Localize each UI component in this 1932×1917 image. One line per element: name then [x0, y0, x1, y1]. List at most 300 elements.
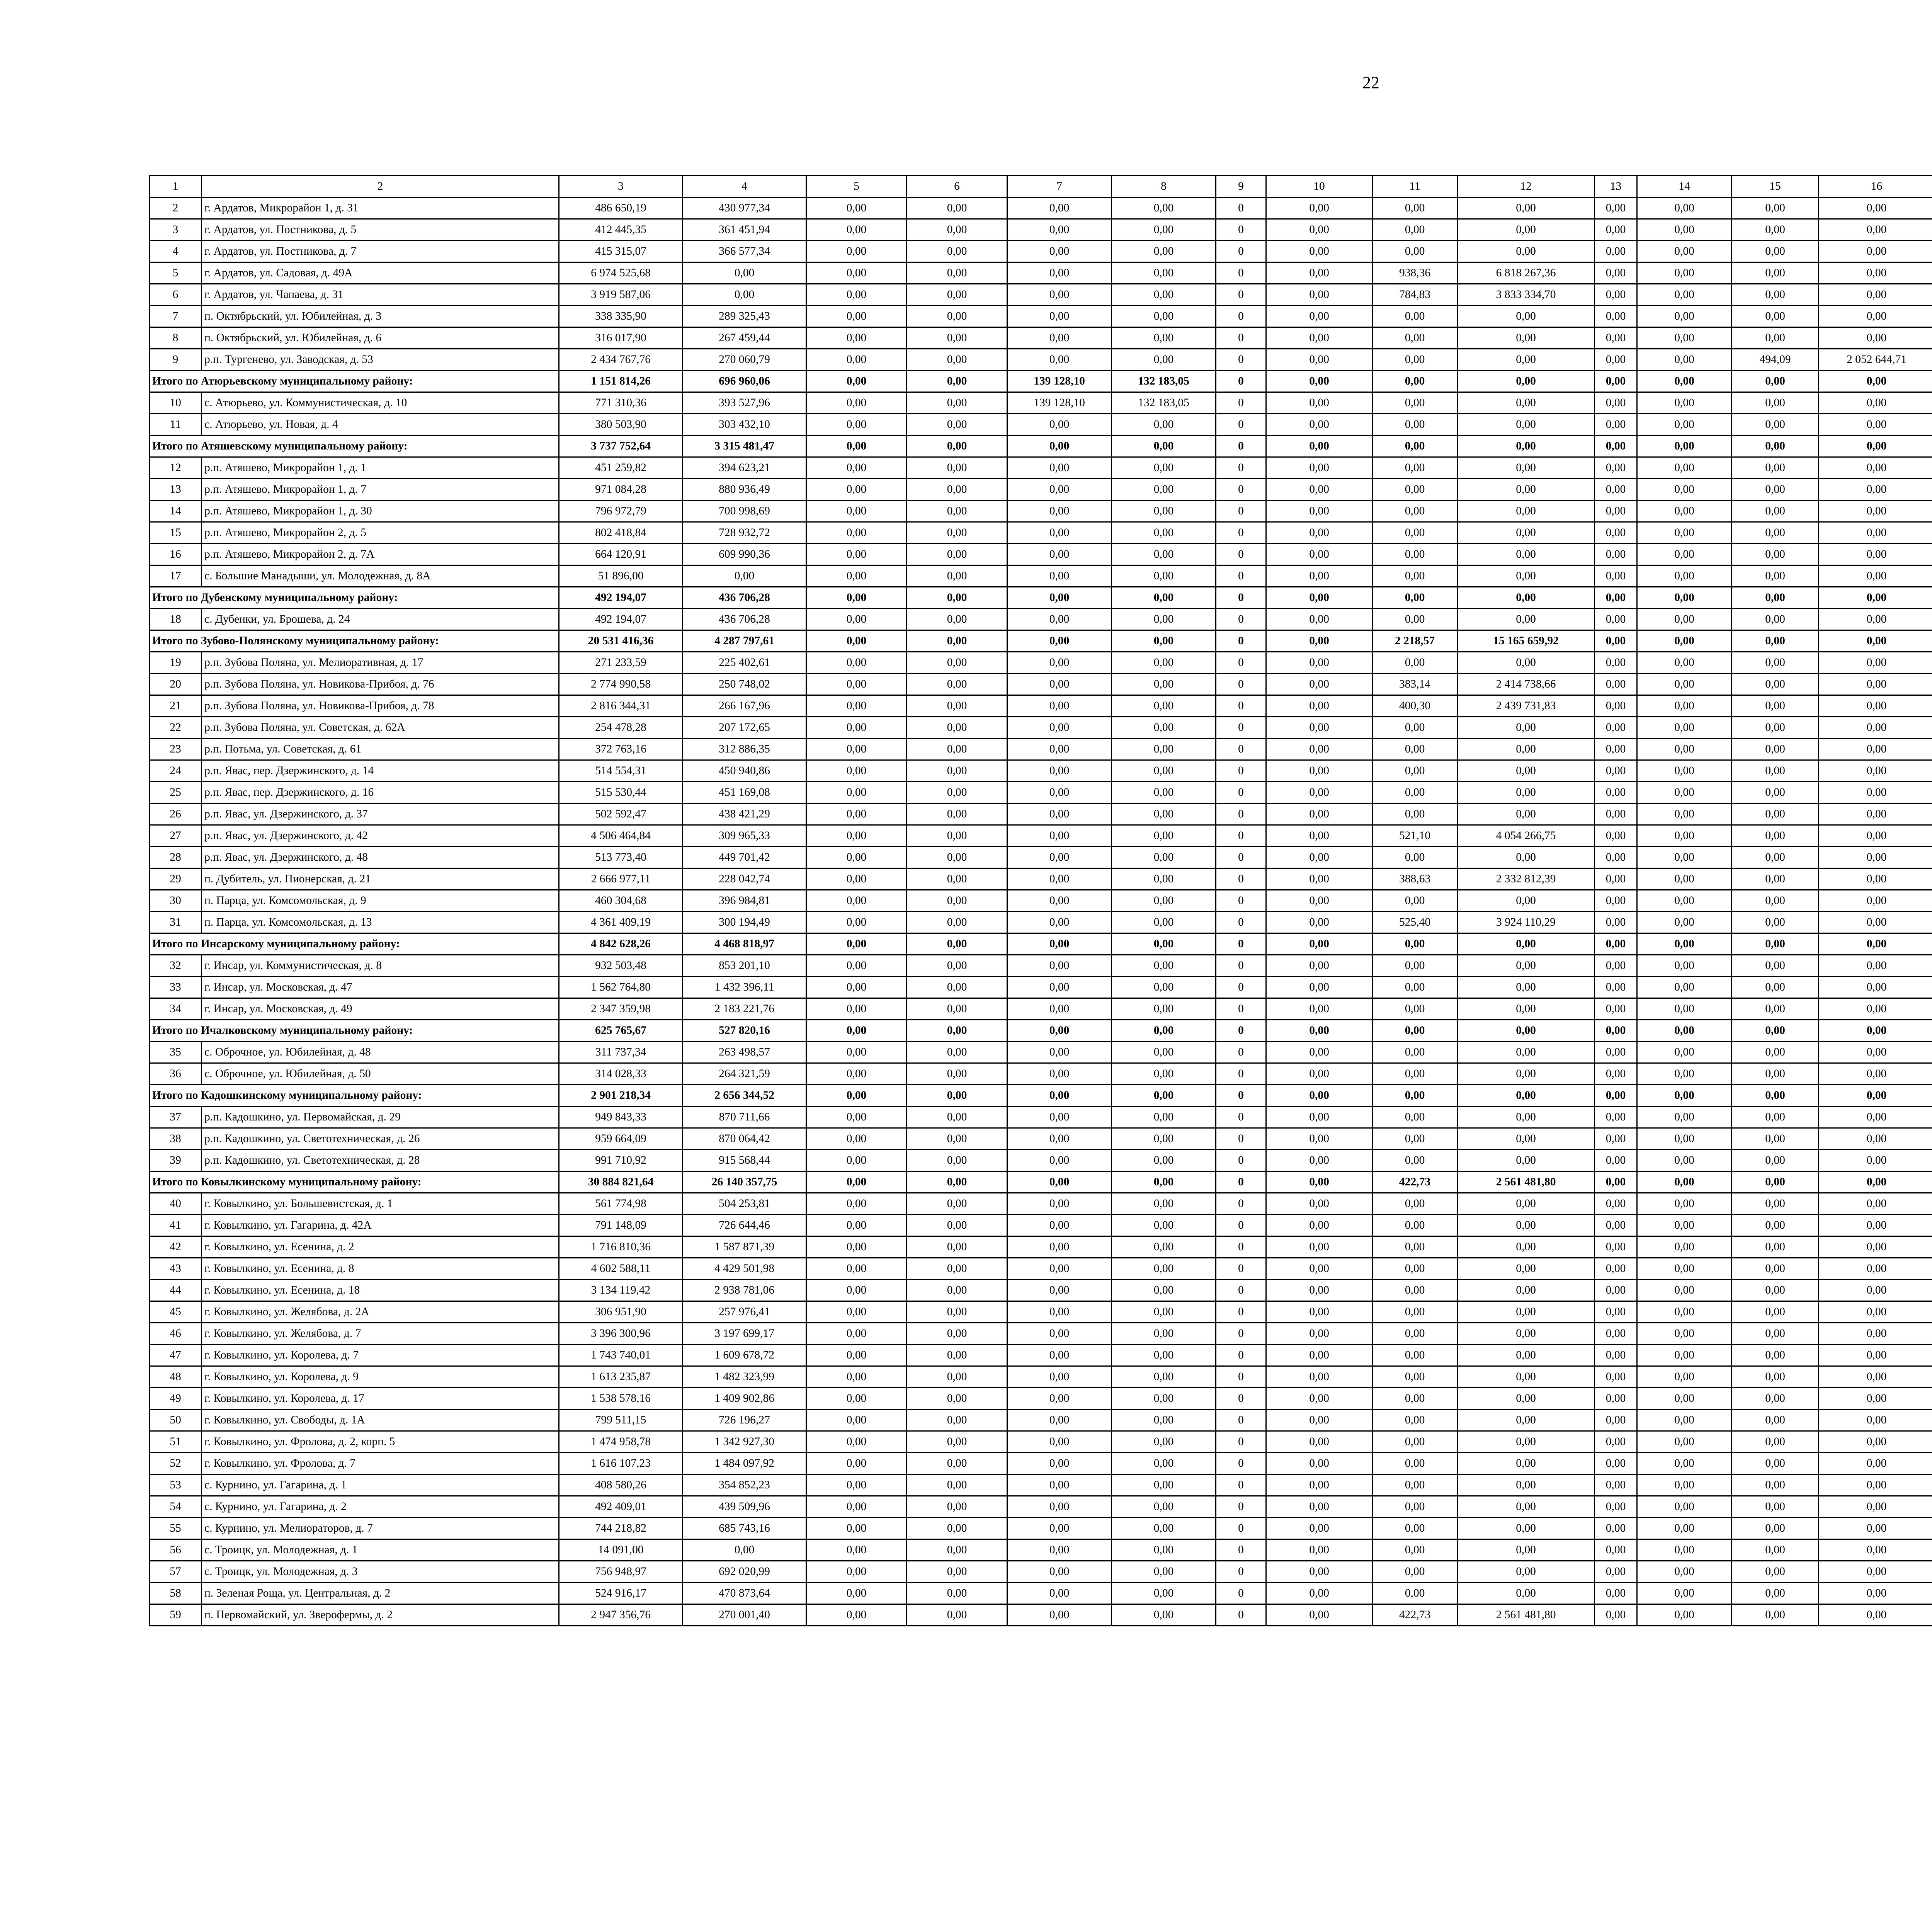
district-total-label: Итого по Атяшевскому муниципальному району: [150, 436, 559, 457]
value-cell: 524 916,17 [559, 1583, 683, 1604]
address-cell: г. Ковылкино, ул. Королева, д. 7 [202, 1345, 559, 1366]
value-cell: 0,00 [1819, 501, 1932, 522]
table-row [150, 197, 1932, 219]
value-cell: 0,00 [1637, 1323, 1732, 1345]
address-cell: п. Зеленая Роща, ул. Центральная, д. 2 [202, 1583, 559, 1604]
value-cell: 0,00 [1637, 1193, 1732, 1215]
table-row [150, 262, 1932, 284]
value-cell: 0,00 [1112, 912, 1216, 933]
value-cell: 0,00 [1732, 219, 1819, 241]
value-cell: 0,00 [1819, 1193, 1932, 1215]
value-cell: 0 [1216, 1215, 1266, 1236]
value-cell: 0,00 [1112, 522, 1216, 544]
row-number-cell: 56 [150, 1539, 202, 1561]
data-table [149, 175, 1932, 1626]
value-cell: 300 194,49 [683, 912, 806, 933]
value-cell: 880 936,49 [683, 479, 806, 501]
value-cell: 394 623,21 [683, 457, 806, 479]
value-cell: 0,00 [1637, 241, 1732, 262]
value-cell: 0,00 [907, 327, 1007, 349]
value-cell: 0,00 [907, 674, 1007, 695]
value-cell: 422,73 [1372, 1171, 1458, 1193]
row-number-cell: 24 [150, 760, 202, 782]
row-number-cell: 44 [150, 1280, 202, 1301]
value-cell: 1 616 107,23 [559, 1453, 683, 1474]
value-cell: 0,00 [806, 544, 907, 565]
row-number-cell: 58 [150, 1583, 202, 1604]
value-cell: 0 [1216, 1236, 1266, 1258]
value-cell: 853 201,10 [683, 955, 806, 977]
value-cell: 0,00 [1266, 1323, 1372, 1345]
value-cell: 0,00 [1819, 1410, 1932, 1431]
value-cell: 0,00 [1595, 501, 1637, 522]
value-cell: 0,00 [1819, 1258, 1932, 1280]
value-cell: 0,00 [1372, 241, 1458, 262]
value-cell: 0,00 [1372, 1366, 1458, 1388]
value-cell: 0,00 [1595, 241, 1637, 262]
value-cell: 309 965,33 [683, 825, 806, 847]
value-cell: 2 816 344,31 [559, 695, 683, 717]
table-row [150, 1366, 1932, 1388]
value-cell: 0,00 [1595, 1583, 1637, 1604]
value-cell: 0,00 [1372, 955, 1458, 977]
row-number-cell: 2 [150, 197, 202, 219]
value-cell: 0,00 [1458, 1193, 1595, 1215]
value-cell: 0,00 [1819, 1301, 1932, 1323]
value-cell: 0,00 [1637, 695, 1732, 717]
value-cell: 0,00 [907, 1539, 1007, 1561]
value-cell: 504 253,81 [683, 1193, 806, 1215]
value-cell: 0,00 [1458, 1431, 1595, 1453]
value-cell: 0,00 [806, 1518, 907, 1539]
value-cell: 685 743,16 [683, 1518, 806, 1539]
value-cell: 1 743 740,01 [559, 1345, 683, 1366]
value-cell: 0,00 [1112, 609, 1216, 630]
value-cell: 0 [1216, 1042, 1266, 1063]
value-cell: 0,00 [1266, 1561, 1372, 1583]
value-cell: 3 396 300,96 [559, 1323, 683, 1345]
value-cell: 0,00 [1112, 825, 1216, 847]
row-number-cell: 50 [150, 1410, 202, 1431]
address-cell: г. Ковылкино, ул. Фролова, д. 7 [202, 1453, 559, 1474]
value-cell: 0,00 [1112, 219, 1216, 241]
address-cell: г. Ардатов, ул. Чапаева, д. 31 [202, 284, 559, 306]
value-cell: 0,00 [1732, 262, 1819, 284]
value-cell: 0,00 [1266, 1063, 1372, 1085]
value-cell: 0,00 [1732, 630, 1819, 652]
address-cell: р.п. Зубова Поляна, ул. Мелиоративная, д. 17 [202, 652, 559, 674]
value-cell: 0,00 [1007, 1193, 1112, 1215]
value-cell: 0,00 [1732, 652, 1819, 674]
table-row [150, 998, 1932, 1020]
value-cell: 0,00 [907, 825, 1007, 847]
value-cell: 0,00 [1595, 1085, 1637, 1107]
value-cell: 0,00 [1266, 1604, 1372, 1626]
value-cell: 0 [1216, 457, 1266, 479]
value-cell: 0,00 [907, 1474, 1007, 1496]
value-cell: 1 484 097,92 [683, 1453, 806, 1474]
value-cell: 0,00 [1637, 1561, 1732, 1583]
value-cell: 0,00 [1732, 825, 1819, 847]
value-cell: 0 [1216, 760, 1266, 782]
value-cell: 0,00 [1007, 1388, 1112, 1410]
district-total-row [150, 1020, 1932, 1042]
value-cell: 0,00 [907, 1366, 1007, 1388]
value-cell: 0,00 [1595, 219, 1637, 241]
value-cell: 0,00 [1007, 977, 1112, 998]
value-cell: 0,00 [1732, 998, 1819, 1020]
value-cell: 0,00 [907, 371, 1007, 392]
value-cell: 0,00 [1732, 609, 1819, 630]
value-cell: 0,00 [806, 1539, 907, 1561]
value-cell: 436 706,28 [683, 587, 806, 609]
value-cell: 0,00 [907, 1518, 1007, 1539]
value-cell: 0,00 [1007, 1107, 1112, 1128]
value-cell: 2 183 221,76 [683, 998, 806, 1020]
value-cell: 0,00 [1372, 782, 1458, 804]
value-cell: 0,00 [1595, 1020, 1637, 1042]
value-cell: 0,00 [1819, 868, 1932, 890]
value-cell: 0,00 [1819, 717, 1932, 739]
value-cell: 0,00 [1637, 284, 1732, 306]
value-cell: 799 511,15 [559, 1410, 683, 1431]
value-cell: 0,00 [1007, 1410, 1112, 1431]
row-number-cell: 14 [150, 501, 202, 522]
address-cell: р.п. Зубова Поляна, ул. Советская, д. 62А [202, 717, 559, 739]
value-cell: 316 017,90 [559, 327, 683, 349]
value-cell: 0,00 [1372, 327, 1458, 349]
value-cell: 0,00 [1112, 241, 1216, 262]
address-cell: р.п. Атяшево, Микрорайон 1, д. 1 [202, 457, 559, 479]
value-cell: 561 774,98 [559, 1193, 683, 1215]
value-cell: 0,00 [1458, 1258, 1595, 1280]
value-cell: 0,00 [907, 998, 1007, 1020]
value-cell: 207 172,65 [683, 717, 806, 739]
address-cell: г. Ардатов, ул. Садовая, д. 49А [202, 262, 559, 284]
value-cell: 494,09 [1732, 349, 1819, 371]
value-cell: 0,00 [1819, 825, 1932, 847]
address-cell: р.п. Явас, пер. Дзержинского, д. 16 [202, 782, 559, 804]
value-cell: 0,00 [1732, 760, 1819, 782]
row-number-cell: 51 [150, 1431, 202, 1453]
value-cell: 0,00 [1819, 760, 1932, 782]
value-cell: 0,00 [1819, 371, 1932, 392]
value-cell: 0,00 [1007, 674, 1112, 695]
value-cell: 502 592,47 [559, 804, 683, 825]
value-cell: 0,00 [1007, 1236, 1112, 1258]
value-cell: 0,00 [1458, 414, 1595, 436]
value-cell: 0,00 [806, 739, 907, 760]
value-cell: 0,00 [907, 1128, 1007, 1150]
value-cell: 771 310,36 [559, 392, 683, 414]
address-cell: г. Ковылкино, ул. Свободы, д. 1А [202, 1410, 559, 1431]
value-cell: 3 924 110,29 [1458, 912, 1595, 933]
value-cell: 0,00 [1637, 479, 1732, 501]
value-cell: 0,00 [1112, 197, 1216, 219]
row-number-cell: 36 [150, 1063, 202, 1085]
value-cell: 0,00 [1112, 1301, 1216, 1323]
table-row [150, 955, 1932, 977]
value-cell: 0,00 [1732, 1604, 1819, 1626]
value-cell: 250 748,02 [683, 674, 806, 695]
district-total-row [150, 1171, 1932, 1193]
value-cell: 225 402,61 [683, 652, 806, 674]
row-number-cell: 33 [150, 977, 202, 998]
value-cell: 0,00 [1637, 890, 1732, 912]
value-cell: 422,73 [1372, 1604, 1458, 1626]
value-cell: 2 218,57 [1372, 630, 1458, 652]
value-cell: 0,00 [1458, 1107, 1595, 1128]
value-cell: 0,00 [1819, 1583, 1932, 1604]
value-cell: 0,00 [1819, 1561, 1932, 1583]
value-cell: 0,00 [1112, 695, 1216, 717]
value-cell: 0,00 [1637, 1474, 1732, 1496]
value-cell: 0,00 [1732, 501, 1819, 522]
value-cell: 0,00 [1732, 1020, 1819, 1042]
value-cell: 0,00 [1266, 327, 1372, 349]
value-cell: 0,00 [1595, 760, 1637, 782]
value-cell: 0,00 [907, 1063, 1007, 1085]
value-cell: 664 120,91 [559, 544, 683, 565]
table-row [150, 284, 1932, 306]
value-cell: 0,00 [1595, 1107, 1637, 1128]
value-cell: 0,00 [1595, 1388, 1637, 1410]
table-row [150, 1280, 1932, 1301]
district-total-row [150, 1085, 1932, 1107]
table-row [150, 1583, 1932, 1604]
value-cell: 0,00 [1732, 457, 1819, 479]
value-cell: 0,00 [1266, 197, 1372, 219]
value-cell: 0,00 [1112, 1410, 1216, 1431]
value-cell: 2 439 731,83 [1458, 695, 1595, 717]
value-cell: 0,00 [1637, 1496, 1732, 1518]
value-cell: 0,00 [1266, 1431, 1372, 1453]
value-cell: 0,00 [1732, 241, 1819, 262]
value-cell: 515 530,44 [559, 782, 683, 804]
value-cell: 0,00 [806, 847, 907, 868]
value-cell: 51 896,00 [559, 565, 683, 587]
value-cell: 0,00 [907, 912, 1007, 933]
value-cell: 0,00 [907, 1604, 1007, 1626]
value-cell: 0,00 [1637, 1301, 1732, 1323]
value-cell: 0 [1216, 306, 1266, 327]
value-cell: 0,00 [806, 1474, 907, 1496]
value-cell: 0,00 [1595, 392, 1637, 414]
value-cell: 0,00 [1732, 868, 1819, 890]
value-cell: 791 148,09 [559, 1215, 683, 1236]
address-cell: г. Ковылкино, ул. Фролова, д. 2, корп. 5 [202, 1431, 559, 1453]
value-cell: 0,00 [1112, 414, 1216, 436]
value-cell: 0,00 [1732, 1171, 1819, 1193]
value-cell: 0,00 [1595, 1539, 1637, 1561]
value-cell: 0,00 [1819, 1388, 1932, 1410]
value-cell: 0,00 [1007, 1085, 1112, 1107]
value-cell: 0,00 [1266, 219, 1372, 241]
value-cell: 0,00 [806, 587, 907, 609]
value-cell: 0,00 [1732, 1345, 1819, 1366]
value-cell: 0,00 [1819, 1042, 1932, 1063]
table-row [150, 241, 1932, 262]
value-cell: 0,00 [1595, 1193, 1637, 1215]
row-number-cell: 11 [150, 414, 202, 436]
value-cell: 0,00 [1637, 1366, 1732, 1388]
district-total-label: Итого по Атюрьевскому муниципальному району: [150, 371, 559, 392]
value-cell: 0,00 [1372, 1215, 1458, 1236]
value-cell: 0,00 [1819, 1604, 1932, 1626]
row-number-cell: 28 [150, 847, 202, 868]
address-cell: г. Ковылкино, ул. Гагарина, д. 42А [202, 1215, 559, 1236]
value-cell: 0,00 [1458, 327, 1595, 349]
value-cell: 0,00 [907, 695, 1007, 717]
value-cell: 0,00 [1458, 1301, 1595, 1323]
value-cell: 0,00 [1595, 1604, 1637, 1626]
value-cell: 0,00 [1266, 501, 1372, 522]
address-cell: с. Курнино, ул. Гагарина, д. 2 [202, 1496, 559, 1518]
value-cell: 0,00 [1266, 609, 1372, 630]
value-cell: 15 165 659,92 [1458, 630, 1595, 652]
value-cell: 0,00 [1637, 912, 1732, 933]
value-cell: 0,00 [1637, 219, 1732, 241]
value-cell: 0,00 [1819, 609, 1932, 630]
column-number-cell: 3 [559, 176, 683, 197]
address-cell: г. Ардатов, ул. Постникова, д. 7 [202, 241, 559, 262]
address-cell: п. Парца, ул. Комсомольская, д. 9 [202, 890, 559, 912]
value-cell: 0,00 [1372, 1431, 1458, 1453]
value-cell: 0 [1216, 1539, 1266, 1561]
value-cell: 2 347 359,98 [559, 998, 683, 1020]
row-number-cell: 9 [150, 349, 202, 371]
value-cell: 0,00 [1007, 1128, 1112, 1150]
value-cell: 0,00 [1819, 804, 1932, 825]
value-cell: 0,00 [1732, 912, 1819, 933]
value-cell: 139 128,10 [1007, 371, 1112, 392]
value-cell: 312 886,35 [683, 739, 806, 760]
column-number-cell: 15 [1732, 176, 1819, 197]
value-cell: 0,00 [907, 501, 1007, 522]
value-cell: 449 701,42 [683, 847, 806, 868]
value-cell: 0,00 [1637, 262, 1732, 284]
value-cell: 0,00 [1732, 804, 1819, 825]
row-number-cell: 4 [150, 241, 202, 262]
row-number-cell: 55 [150, 1518, 202, 1539]
value-cell: 0,00 [907, 197, 1007, 219]
value-cell: 20 531 416,36 [559, 630, 683, 652]
value-cell: 0,00 [806, 717, 907, 739]
value-cell: 0,00 [1819, 1128, 1932, 1150]
value-cell: 0,00 [1819, 630, 1932, 652]
row-number-cell: 54 [150, 1496, 202, 1518]
value-cell: 3 833 334,70 [1458, 284, 1595, 306]
table-row [150, 1388, 1932, 1410]
value-cell: 0,00 [1007, 197, 1112, 219]
table-row [150, 652, 1932, 674]
value-cell: 0,00 [1266, 804, 1372, 825]
value-cell: 14 091,00 [559, 1539, 683, 1561]
value-cell: 0,00 [806, 630, 907, 652]
value-cell: 0,00 [1112, 955, 1216, 977]
value-cell: 0,00 [1007, 349, 1112, 371]
value-cell: 0,00 [1372, 1518, 1458, 1539]
value-cell: 0 [1216, 804, 1266, 825]
value-cell: 0,00 [1458, 1518, 1595, 1539]
value-cell: 0,00 [1637, 804, 1732, 825]
value-cell: 0,00 [1637, 1171, 1732, 1193]
value-cell: 609 990,36 [683, 544, 806, 565]
value-cell: 2 666 977,11 [559, 868, 683, 890]
district-total-label: Итого по Зубово-Полянскому муниципальному району: [150, 630, 559, 652]
value-cell: 0,00 [1595, 1258, 1637, 1280]
value-cell: 0,00 [907, 587, 1007, 609]
value-cell: 0,00 [1372, 414, 1458, 436]
value-cell: 0,00 [1112, 933, 1216, 955]
value-cell: 0,00 [1007, 1215, 1112, 1236]
value-cell: 0,00 [1372, 717, 1458, 739]
table-row [150, 977, 1932, 998]
value-cell: 0,00 [806, 1453, 907, 1474]
value-cell: 744 218,82 [559, 1518, 683, 1539]
column-number-cell: 13 [1595, 176, 1637, 197]
value-cell: 0,00 [1112, 1193, 1216, 1215]
value-cell: 460 304,68 [559, 890, 683, 912]
value-cell: 0,00 [1458, 847, 1595, 868]
value-cell: 0,00 [1112, 1388, 1216, 1410]
address-cell: г. Инсар, ул. Московская, д. 47 [202, 977, 559, 998]
value-cell: 0,00 [1266, 479, 1372, 501]
value-cell: 991 710,92 [559, 1150, 683, 1171]
value-cell: 0,00 [1007, 414, 1112, 436]
value-cell: 0,00 [1637, 847, 1732, 868]
table-row [150, 414, 1932, 436]
value-cell: 0,00 [1595, 1345, 1637, 1366]
table-row [150, 847, 1932, 868]
value-cell: 0,00 [1112, 1583, 1216, 1604]
address-cell: р.п. Тургенево, ул. Заводская, д. 53 [202, 349, 559, 371]
table-row [150, 1518, 1932, 1539]
value-cell: 2 938 781,06 [683, 1280, 806, 1301]
value-cell: 0,00 [1007, 241, 1112, 262]
value-cell: 0,00 [1819, 652, 1932, 674]
value-cell: 0,00 [806, 1085, 907, 1107]
address-cell: с. Атюрьево, ул. Новая, д. 4 [202, 414, 559, 436]
table-row [150, 868, 1932, 890]
value-cell: 0,00 [1266, 1496, 1372, 1518]
value-cell: 492 194,07 [559, 609, 683, 630]
value-cell: 0,00 [1819, 457, 1932, 479]
value-cell: 311 737,34 [559, 1042, 683, 1063]
value-cell: 0,00 [806, 1020, 907, 1042]
value-cell: 0,00 [1266, 1128, 1372, 1150]
value-cell: 0,00 [1112, 1258, 1216, 1280]
value-cell: 0,00 [1458, 522, 1595, 544]
value-cell: 0,00 [1819, 1171, 1932, 1193]
value-cell: 0 [1216, 1171, 1266, 1193]
value-cell: 0,00 [1595, 998, 1637, 1020]
value-cell: 0,00 [806, 436, 907, 457]
value-cell: 393 527,96 [683, 392, 806, 414]
value-cell: 2 052 644,71 [1819, 349, 1932, 371]
value-cell: 0,00 [1112, 262, 1216, 284]
value-cell: 0,00 [1819, 306, 1932, 327]
value-cell: 0 [1216, 912, 1266, 933]
value-cell: 0 [1216, 1388, 1266, 1410]
value-cell: 0,00 [1112, 1345, 1216, 1366]
value-cell: 4 287 797,61 [683, 630, 806, 652]
value-cell: 0,00 [1819, 565, 1932, 587]
value-cell: 0,00 [907, 1258, 1007, 1280]
value-cell: 0,00 [907, 1410, 1007, 1431]
address-cell: п. Октябрьский, ул. Юбилейная, д. 3 [202, 306, 559, 327]
table-row [150, 782, 1932, 804]
